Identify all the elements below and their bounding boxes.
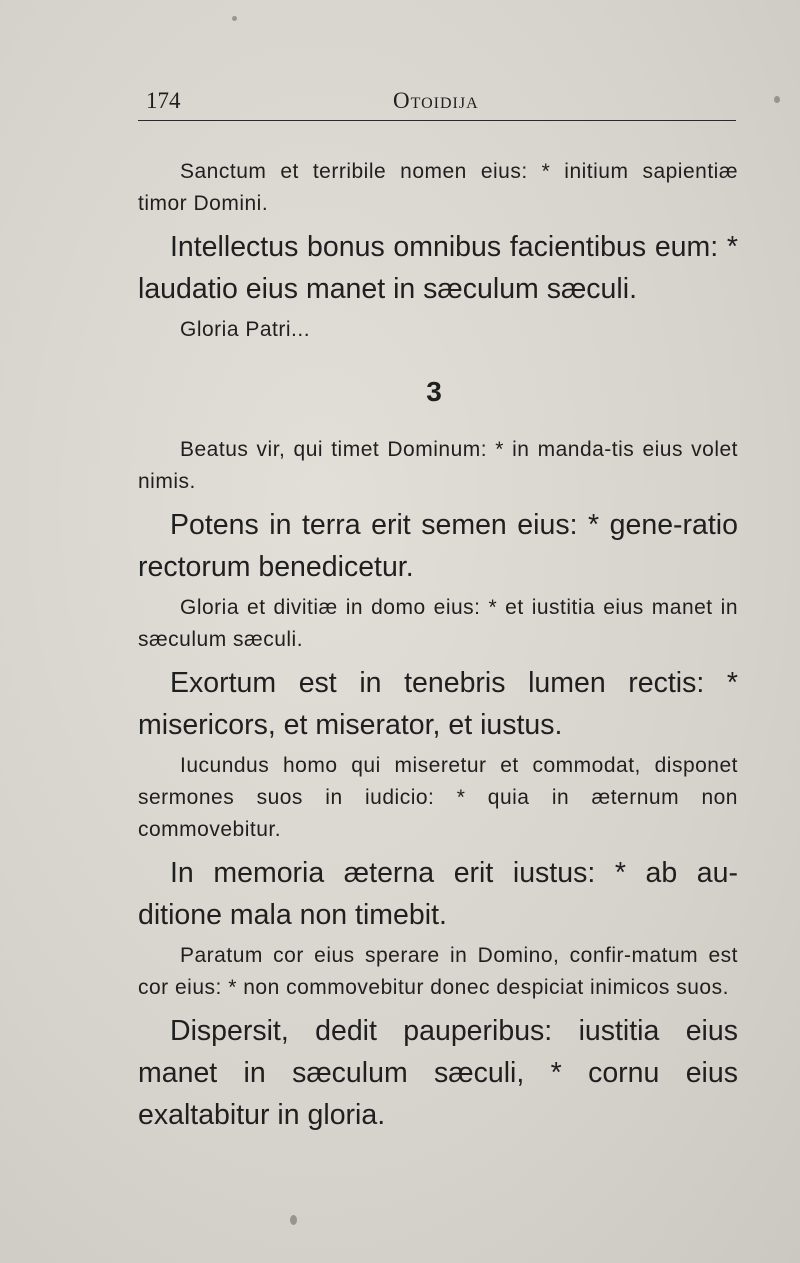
paper-speck <box>774 96 780 103</box>
page-body <box>138 156 738 1140</box>
verse: Exortum est in tenebris lumen rectis: * misericors, et miserator, et iustus. <box>138 667 738 741</box>
verse: Intellectus bonus omnibus facientibus eum: * laudatio eius manet in sæculum sæculi. <box>138 231 738 305</box>
running-head: Otoidija <box>393 88 479 113</box>
psalm-number: 3 <box>426 376 442 407</box>
verse: Dispersit, dedit pauperibus: iustitia eius manet in sæculum sæculi, * cornu eius exaltabitur in gloria. <box>138 1015 738 1131</box>
page-header <box>138 86 736 121</box>
paper-speck <box>232 16 237 21</box>
verse: Beatus vir, qui timet Dominum: * in manda-tis eius volet nimis. <box>138 438 738 493</box>
verse: Gloria et divitiæ in domo eius: * et iustitia eius manet in sæculum sæculi. <box>138 596 738 651</box>
verse: In memoria æterna erit iustus: * ab au-ditione mala non timebit. <box>138 857 738 931</box>
verse: Sanctum et terribile nomen eius: * initium sapientiæ timor Domini. <box>138 160 738 215</box>
verse: Iucundus homo qui miseretur et commodat, disponet sermones suos in iudicio: * quia in æternum non commovebitur. <box>138 754 738 841</box>
doxology: Gloria Patri... <box>180 318 311 341</box>
page-number: 174 <box>146 88 181 113</box>
verse: Potens in terra erit semen eius: * gene-ratio rectorum benedicetur. <box>138 509 738 583</box>
verse: Paratum cor eius sperare in Domino, confir-matum est cor eius: * non commovebitur donec despiciat inimicos suos. <box>138 944 738 999</box>
paper-speck <box>290 1215 297 1225</box>
